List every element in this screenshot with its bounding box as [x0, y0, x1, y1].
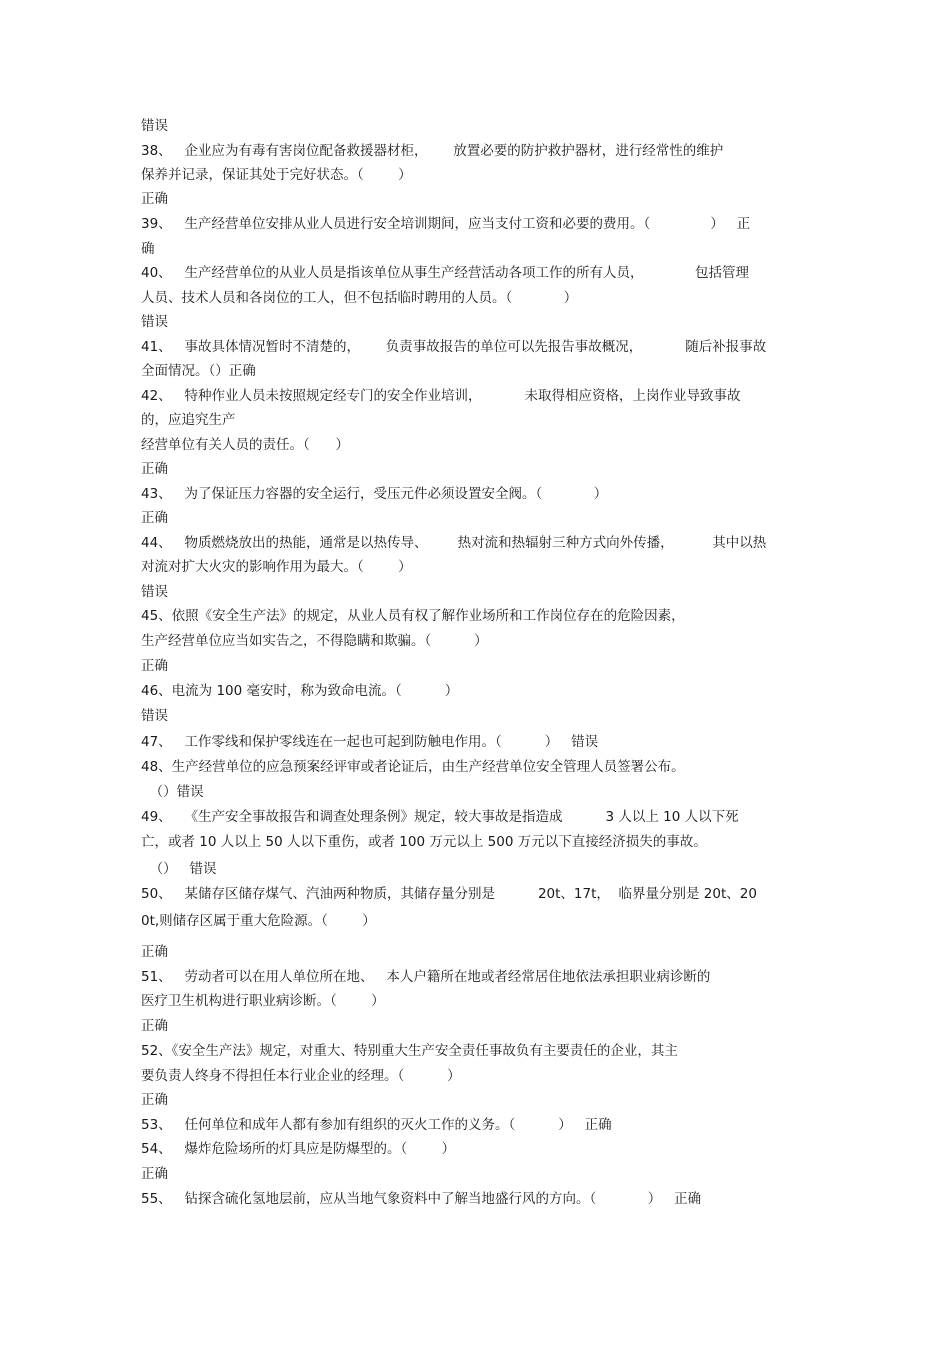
text-line: 38、 企业应为有毒有害岗位配备救援器材柜， 放置必要的防护救护器材，进行经常性的维护 [141, 143, 724, 159]
text-line: （）错误 [141, 784, 204, 800]
text-line: 错误 [141, 314, 168, 330]
text-line: 正确 [141, 461, 168, 477]
text-line: 生产经营单位应当如实告之，不得隐瞒和欺骗。（ ） [141, 633, 488, 649]
text-line: 0t,则储存区属于重大危险源。（ ） [141, 913, 376, 929]
text-line: 40、 生产经营单位的从业人员是指该单位从事生产经营活动各项工作的所有人员， 包括管理 [141, 265, 750, 281]
text-line: 41、 事故具体情况暂时不清楚的， 负责事故报告的单位可以先报告事故概况， 随后补报事故 [141, 339, 767, 355]
text-line: 经营单位有关人员的责任。（ ） [141, 437, 349, 453]
text-line: 确 [141, 241, 155, 257]
text-line: 要负责人终身不得担任本行业企业的经理。（ ） [141, 1068, 461, 1084]
text-line: 亡，或者 10 人以上 50 人以下重伤，或者 100 万元以上 500 万元以下直接经济损失的事故。 [141, 834, 707, 850]
text-line: 52、《安全生产法》规定，对重大、特别重大生产安全责任事故负有主要责任的企业，其主 [141, 1043, 678, 1059]
text-line: 正确 [141, 1092, 168, 1108]
text-line: 54、 爆炸危险场所的灯具应是防爆型的。（ ） [141, 1141, 456, 1157]
text-line: 错误 [141, 708, 168, 724]
text-line: 正确 [141, 510, 168, 526]
text-line: 47、 工作零线和保护零线连在一起也可起到防触电作用。（ ） 错误 [141, 734, 599, 750]
text-line: 46、电流为 100 毫安时，称为致命电流。（ ） [141, 683, 459, 699]
text-line: 45、依照《安全生产法》的规定，从业人员有权了解作业场所和工作岗位存在的危险因素， [141, 608, 685, 624]
text-line: 42、 特种作业人员未按照规定经专门的安全作业培训， 未取得相应资格，上岗作业导致事故 [141, 388, 741, 404]
text-line: 保养并记录，保证其处于完好状态。（ ） [141, 167, 412, 183]
text-line: 正确 [141, 1018, 168, 1034]
text-line: 55、 钻探含硫化氢地层前，应从当地气象资料中了解当地盛行风的方向。（ ） 正确 [141, 1191, 702, 1207]
text-line: 53、 任何单位和成年人都有参加有组织的灭火工作的义务。（ ） 正确 [141, 1117, 612, 1133]
text-line: 39、 生产经营单位安排从业人员进行安全培训期间，应当支付工资和必要的费用。（ ） 正 [141, 216, 751, 232]
text-line: 51、 劳动者可以在用人单位所在地、 本人户籍所在地或者经常居住地依法承担职业病诊断的 [141, 969, 711, 985]
text-line: 错误 [141, 584, 168, 600]
text-line: 正确 [141, 944, 168, 960]
text-line: 人员、技术人员和各岗位的工人，但不包括临时聘用的人员。（ ） [141, 290, 578, 306]
text-line: 的，应追究生产 [141, 412, 236, 428]
text-line: 44、 物质燃烧放出的热能，通常是以热传导、 热对流和热辐射三种方式向外传播， 其中以热 [141, 535, 767, 551]
text-line: 全面情况。（）正确 [141, 363, 256, 379]
text-line: 正确 [141, 191, 168, 207]
text-line: 49、 《生产安全事故报告和调查处理条例》规定，较大事故是指造成 3 人以上 10 人以下死 [141, 809, 739, 825]
text-line: 对流对扩大火灾的影响作用为最大。（ ） [141, 559, 412, 575]
text-line: 43、 为了保证压力容器的安全运行，受压元件必须设置安全阀。（ ） [141, 486, 608, 502]
text-line: （） 错误 [141, 861, 217, 877]
text-line: 医疗卫生机构进行职业病诊断。（ ） [141, 993, 385, 1009]
text-line: 48、生产经营单位的应急预案经评审或者论证后，由生产经营单位安全管理人员签署公布。 [141, 759, 685, 775]
text-line: 错误 [141, 118, 168, 134]
text-line: 正确 [141, 658, 168, 674]
text-line: 50、 某储存区储存煤气、汽油两种物质，其储存量分别是 20t、17t， 临界量分别是 20t、20 [141, 886, 757, 902]
text-line: 正确 [141, 1166, 168, 1182]
